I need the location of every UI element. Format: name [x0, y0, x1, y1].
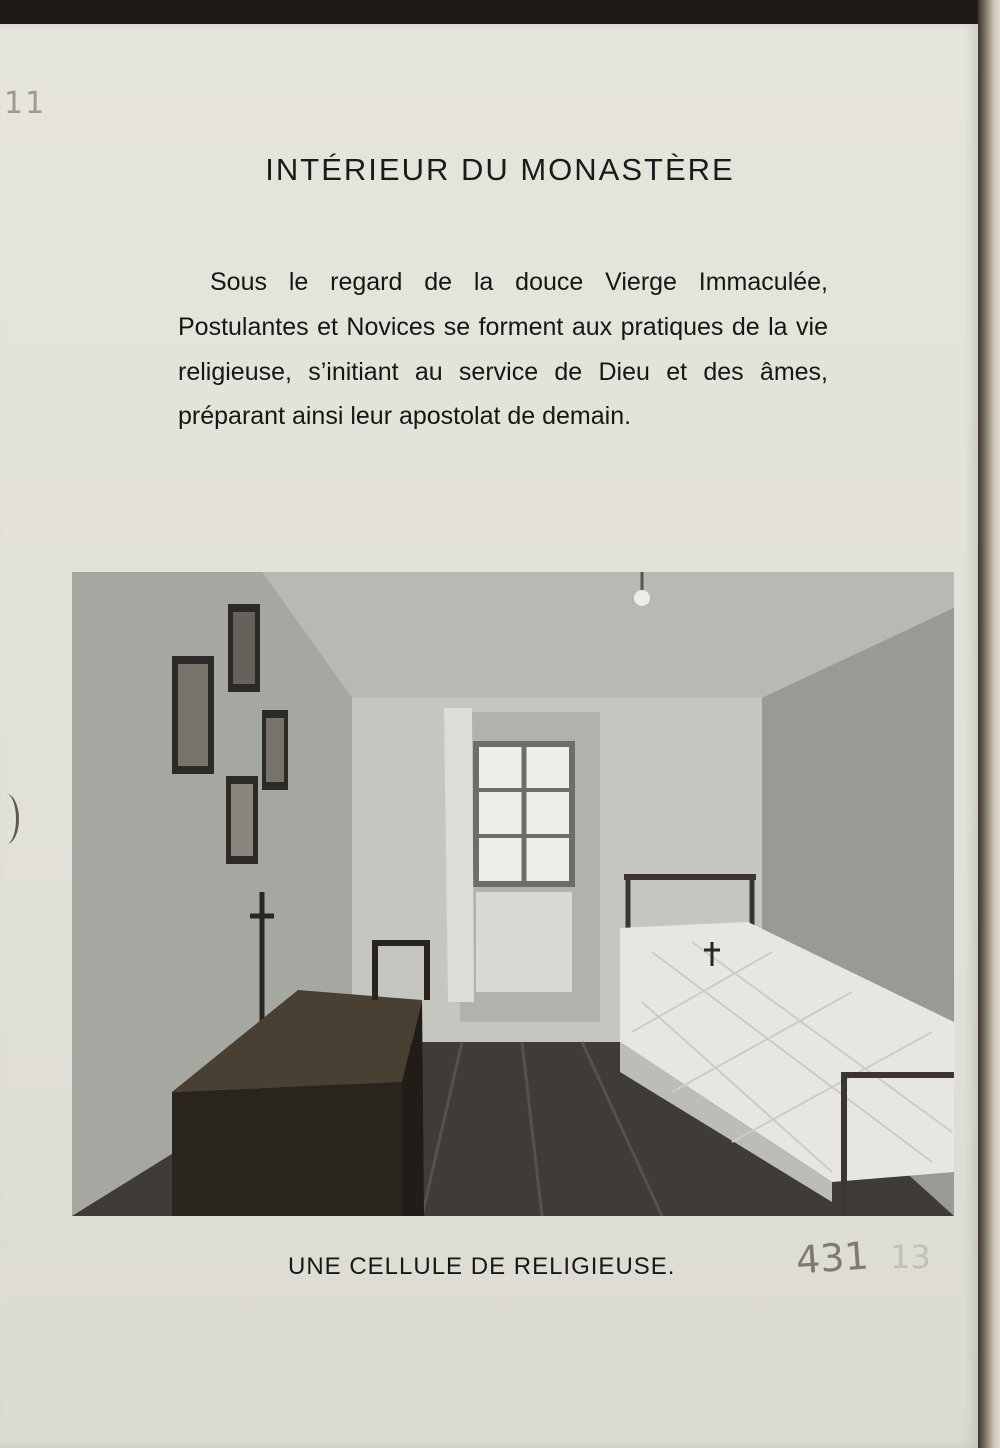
book-spine-edge: [978, 0, 1000, 1448]
pencil-note-faint: 13: [890, 1238, 931, 1276]
photo-caption: UNE CELLULE DE RELIGIEUSE.: [288, 1253, 676, 1280]
page-title: INTÉRIEUR DU MONASTÈRE: [265, 152, 735, 187]
pencil-note: 431: [794, 1233, 870, 1283]
cell-photo-illustration: [72, 572, 954, 1216]
page: [0, 24, 978, 1448]
margin-pencil-mark: [0, 794, 19, 844]
pencil-mark-top: 11: [4, 86, 47, 121]
body-paragraph: Sous le regard de la douce Vierge Immaculée, Postulantes et Novices se forment aux pratiques de la vie religieuse, s’initiant au service de Dieu et des âmes, préparant ainsi leur apostolat de demain.: [178, 268, 828, 431]
photograph-cell: [72, 572, 954, 1216]
